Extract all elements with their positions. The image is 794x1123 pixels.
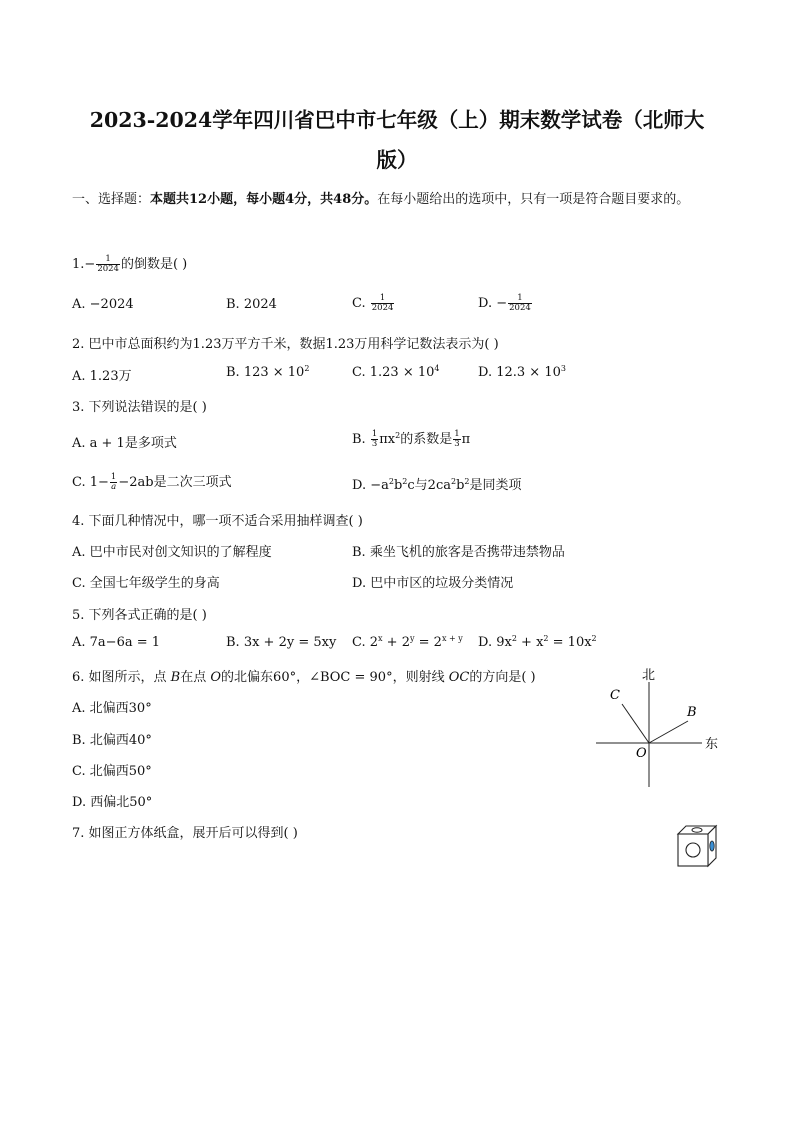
question-4: 4. 下面几种情况中，哪一项不适合采用抽样调查( ) — [72, 514, 363, 529]
fraction: $\frac{1}{2024}$ — [97, 254, 119, 274]
q3-option-b: B. $\frac{1}{3}$ $\pi x^2$的系数是 $\frac{1}{3}$ π — [352, 429, 471, 449]
paper-title — [70, 100, 724, 180]
question-number: 1. — [72, 257, 85, 272]
q1-option-b: B. 2024 — [226, 297, 277, 312]
q1-option-d: D. − $\frac{1}{2024}$ — [478, 293, 531, 313]
q2-option-b: B. $123 \times 10^2$ — [226, 364, 310, 380]
east-label: 东 — [705, 737, 719, 752]
section-instructions: 在每小题给出的选项中，只有一项是符合题目要求的。 — [377, 192, 690, 207]
cube-illustration — [672, 822, 722, 870]
front-circle-mark — [686, 843, 700, 857]
point-c-label: C — [610, 688, 620, 703]
question-2: 2. 巴中市总面积约为1.23万平方千米，数据1.23万用科学记数法表示为( ) — [72, 337, 499, 352]
q4-option-b: B. 乘坐飞机的旅客是否携带违禁物品 — [352, 545, 565, 560]
q6-option-c: C. 北偏西50° — [72, 764, 152, 779]
q4-option-a: A. 巴中市民对创文知识的了解程度 — [72, 545, 272, 560]
q5-option-a: A. 7a−6a = 1 — [72, 635, 161, 650]
q6-option-d: D. 西偏北50° — [72, 795, 153, 810]
minus-sign: − — [84, 257, 96, 272]
q5-option-b: B. 3x + 2y = 5xy — [226, 635, 337, 650]
q4-option-d: D. 巴中市区的垃圾分类情况 — [352, 576, 514, 591]
point-b-label: B — [687, 705, 697, 720]
question-7: 7. 如图正方体纸盒，展开后可以得到( ) — [72, 826, 298, 841]
point-o-label: O — [636, 746, 647, 761]
q1-option-a: A. −2024 — [72, 297, 134, 312]
section-prefix: 一、选择题： — [72, 192, 151, 207]
question-5: 5. 下列各式正确的是( ) — [72, 608, 207, 623]
question-3: 3. 下列说法错误的是( ) — [72, 400, 207, 415]
q5-option-d: D. $9x^2 + x^2 = 10x^2$ — [478, 634, 597, 650]
q5-option-c: C. $2^x + 2^y = 2^{x + y}$ — [352, 634, 463, 650]
q3-option-c: C. 1− $\frac{1}{a}$ −2ab是二次三项式 — [72, 472, 232, 492]
top-ellipse-mark — [692, 828, 702, 832]
question-1 — [72, 253, 187, 274]
q2-option-a: A. 1.23万 — [72, 369, 132, 384]
q2-option-c: C. $1.23 \times 10^4$ — [352, 364, 440, 380]
paper-title-line-2: 版） — [376, 148, 418, 172]
q4-option-c: C. 全国七年级学生的身高 — [72, 576, 220, 591]
q6-option-a: A. 北偏西30° — [72, 701, 152, 716]
direction-diagram — [590, 660, 730, 790]
paper-title-line-1: 2023-2024学年四川省巴中市七年级（上）期末数学试卷（北师大 — [89, 108, 705, 132]
q6-option-b: B. 北偏西40° — [72, 733, 152, 748]
section-heading — [72, 185, 732, 215]
section-score-info: 本题共12小题，每小题4分，共48分。 — [150, 192, 378, 207]
q3-option-a: A. a + 1是多项式 — [72, 436, 177, 451]
q2-option-d: D. $12.3 \times 10^3$ — [478, 364, 566, 380]
ray-oc — [622, 704, 649, 743]
ray-ob — [649, 721, 688, 743]
question-text: 的倒数是( ) — [120, 257, 188, 272]
q3-option-d: D. $-a^2b^2c$与$2ca^2b^2$是同类项 — [352, 477, 522, 493]
north-label: 北 — [642, 668, 656, 683]
side-blue-ellipse-mark — [710, 841, 714, 851]
q1-option-c: C. $\frac{1}{2024}$ — [352, 293, 394, 313]
question-6: 6. 如图所示，点 B在点 O的北偏东60°，∠BOC = 90°，则射线 OC的方向是( ) — [72, 670, 536, 685]
